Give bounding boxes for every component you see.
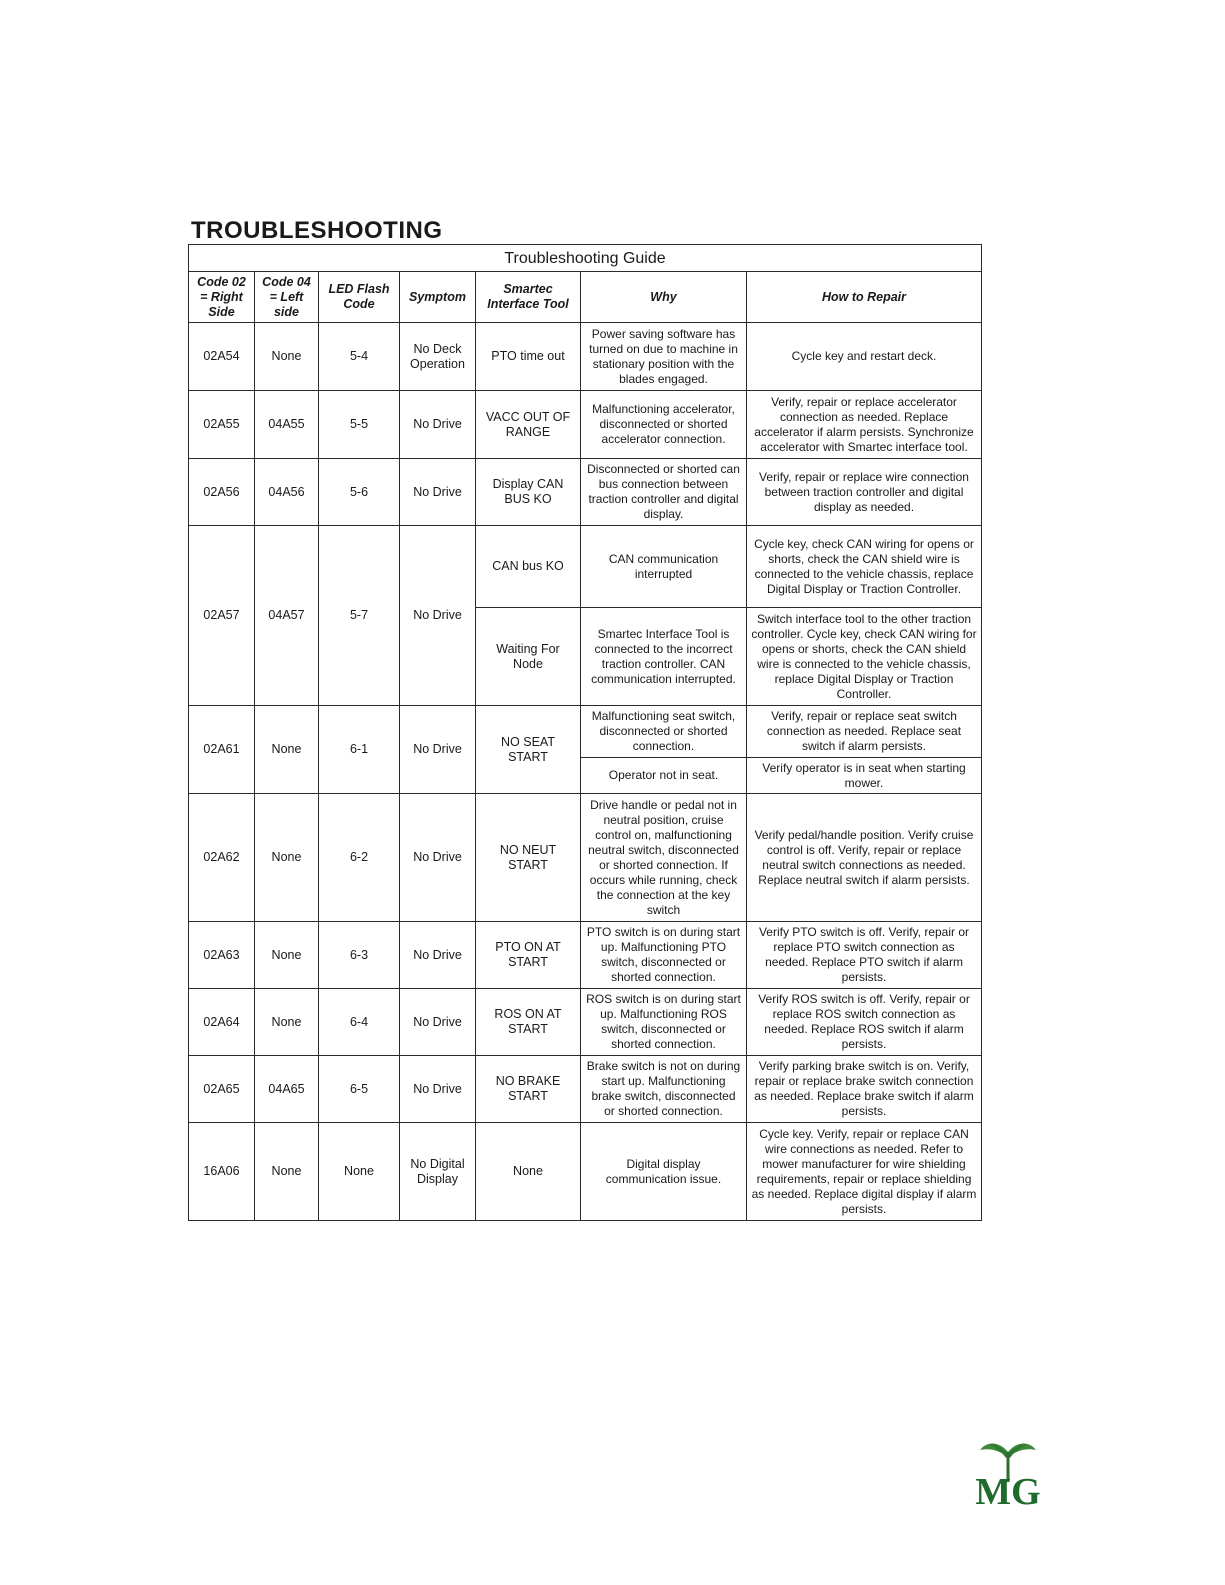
cell-code04: None	[255, 794, 319, 922]
cell-repair: Verify PTO switch is off. Verify, repair or replace PTO switch connection as needed. Replace PTO switch if alarm persists.	[747, 922, 982, 989]
cell-symptom: No Drive	[400, 1056, 476, 1123]
cell-why: ROS switch is on during start up. Malfunctioning ROS switch, disconnected or shorted connection.	[581, 989, 747, 1056]
cell-why: PTO switch is on during start up. Malfunctioning PTO switch, disconnected or shorted connection.	[581, 922, 747, 989]
cell-led: 5-4	[319, 323, 400, 391]
table-title: Troubleshooting Guide	[189, 245, 982, 272]
cell-why: Brake switch is not on during start up. Malfunctioning brake switch, disconnected or shorted connection.	[581, 1056, 747, 1123]
table-row	[189, 323, 982, 391]
cell-repair: Cycle key, check CAN wiring for opens or shorts, check the CAN shield wire is connected to the vehicle chassis, replace Digital Display or Traction Controller.	[747, 526, 982, 608]
header-how-to-repair: How to Repair	[747, 272, 982, 323]
cell-repair: Verify, repair or replace accelerator connection as needed. Replace accelerator if alarm persists. Synchronize accelerator with Smartec interface tool.	[747, 391, 982, 459]
cell-why: Malfunctioning accelerator, disconnected or shorted accelerator connection.	[581, 391, 747, 459]
cell-why: Disconnected or shorted can bus connection between traction controller and digital display.	[581, 459, 747, 526]
cell-symptom: No Digital Display	[400, 1123, 476, 1221]
header-smartec-tool: Smartec Interface Tool	[476, 272, 581, 323]
cell-tool: ROS ON AT START	[476, 989, 581, 1056]
cell-symptom: No Drive	[400, 706, 476, 794]
cell-why: Power saving software has turned on due to machine in stationary position with the blades engaged.	[581, 323, 747, 391]
cell-why: Digital display communication issue.	[581, 1123, 747, 1221]
cell-led: 5-6	[319, 459, 400, 526]
cell-code02: 02A62	[189, 794, 255, 922]
cell-repair: Cycle key and restart deck.	[747, 323, 982, 391]
header-code02: Code 02 = Right Side	[189, 272, 255, 323]
cell-tool: NO BRAKE START	[476, 1056, 581, 1123]
cell-repair: Verify ROS switch is off. Verify, repair or replace ROS switch connection as needed. Replace ROS switch if alarm persists.	[747, 989, 982, 1056]
cell-repair: Cycle key. Verify, repair or replace CAN wire connections as needed. Refer to mower manufacturer for wire shielding requirements, repair or replace shielding as needed. Replace digital display if alarm persists.	[747, 1123, 982, 1221]
cell-code04: None	[255, 1123, 319, 1221]
cell-repair: Verify, repair or replace wire connection between traction controller and digital display as needed.	[747, 459, 982, 526]
cell-tool: NO SEAT START	[476, 706, 581, 794]
cell-led: 6-5	[319, 1056, 400, 1123]
cell-code04: None	[255, 989, 319, 1056]
cell-code02: 02A57	[189, 526, 255, 706]
logo-text: MG	[975, 1471, 1041, 1510]
mg-logo	[968, 1438, 1048, 1510]
table-row	[189, 1123, 982, 1221]
cell-code04: 04A56	[255, 459, 319, 526]
cell-code04: 04A55	[255, 391, 319, 459]
cell-why: Smartec Interface Tool is connected to the incorrect traction controller. CAN communication interrupted.	[581, 608, 747, 706]
cell-repair: Verify pedal/handle position. Verify cruise control is off. Verify, repair or replace neutral switch connections as needed. Replace neutral switch if alarm persists.	[747, 794, 982, 922]
cell-code02: 02A65	[189, 1056, 255, 1123]
cell-tool: Waiting For Node	[476, 608, 581, 706]
cell-tool: VACC OUT OF RANGE	[476, 391, 581, 459]
cell-repair: Verify parking brake switch is on. Verify, repair or replace brake switch connection as needed. Replace brake switch if alarm persists.	[747, 1056, 982, 1123]
cell-symptom: No Drive	[400, 989, 476, 1056]
cell-symptom: No Drive	[400, 391, 476, 459]
table-row	[189, 391, 982, 459]
cell-repair: Verify operator is in seat when starting mower.	[747, 758, 982, 794]
cell-code02: 02A61	[189, 706, 255, 794]
mg-logo-icon	[968, 1438, 1048, 1510]
cell-code04: None	[255, 323, 319, 391]
cell-led: 5-5	[319, 391, 400, 459]
header-row	[189, 272, 982, 323]
cell-repair: Switch interface tool to the other traction controller. Cycle key, check CAN wiring for opens or shorts, check the CAN shield wire is connected to the vehicle chassis, replace Digital Display or Traction Controller.	[747, 608, 982, 706]
table-row	[189, 1056, 982, 1123]
cell-tool: NO NEUT START	[476, 794, 581, 922]
cell-led: 6-2	[319, 794, 400, 922]
cell-led: None	[319, 1123, 400, 1221]
table-row	[189, 526, 982, 608]
cell-code02: 02A63	[189, 922, 255, 989]
cell-why: Operator not in seat.	[581, 758, 747, 794]
cell-why: Malfunctioning seat switch, disconnected or shorted connection.	[581, 706, 747, 758]
page-title: TROUBLESHOOTING	[191, 217, 443, 244]
cell-tool: PTO ON AT START	[476, 922, 581, 989]
cell-code02: 02A64	[189, 989, 255, 1056]
cell-led: 5-7	[319, 526, 400, 706]
cell-symptom: No Deck Operation	[400, 323, 476, 391]
table-row	[189, 922, 982, 989]
cell-tool: Display CAN BUS KO	[476, 459, 581, 526]
cell-led: 6-3	[319, 922, 400, 989]
table-row	[189, 794, 982, 922]
table-row	[189, 706, 982, 758]
cell-led: 6-1	[319, 706, 400, 794]
troubleshooting-table	[188, 244, 982, 1221]
header-led-flash-code: LED Flash Code	[319, 272, 400, 323]
table-row	[189, 459, 982, 526]
table-title-row	[189, 245, 982, 272]
cell-code04: 04A57	[255, 526, 319, 706]
cell-symptom: No Drive	[400, 459, 476, 526]
cell-code02: 16A06	[189, 1123, 255, 1221]
cell-symptom: No Drive	[400, 794, 476, 922]
cell-code04: None	[255, 922, 319, 989]
cell-symptom: No Drive	[400, 922, 476, 989]
cell-tool: CAN bus KO	[476, 526, 581, 608]
cell-code02: 02A55	[189, 391, 255, 459]
cell-tool: PTO time out	[476, 323, 581, 391]
cell-code02: 02A54	[189, 323, 255, 391]
header-symptom: Symptom	[400, 272, 476, 323]
header-why: Why	[581, 272, 747, 323]
cell-repair: Verify, repair or replace seat switch connection as needed. Replace seat switch if alarm persists.	[747, 706, 982, 758]
cell-symptom: No Drive	[400, 526, 476, 706]
cell-code04: None	[255, 706, 319, 794]
cell-code04: 04A65	[255, 1056, 319, 1123]
header-code04: Code 04 = Left side	[255, 272, 319, 323]
cell-tool: None	[476, 1123, 581, 1221]
cell-code02: 02A56	[189, 459, 255, 526]
cell-led: 6-4	[319, 989, 400, 1056]
cell-why: Drive handle or pedal not in neutral position, cruise control on, malfunctioning neutral switch, disconnected or shorted connection. If occurs while running, check the connection at the key switch	[581, 794, 747, 922]
cell-why: CAN communication interrupted	[581, 526, 747, 608]
table-row	[189, 989, 982, 1056]
